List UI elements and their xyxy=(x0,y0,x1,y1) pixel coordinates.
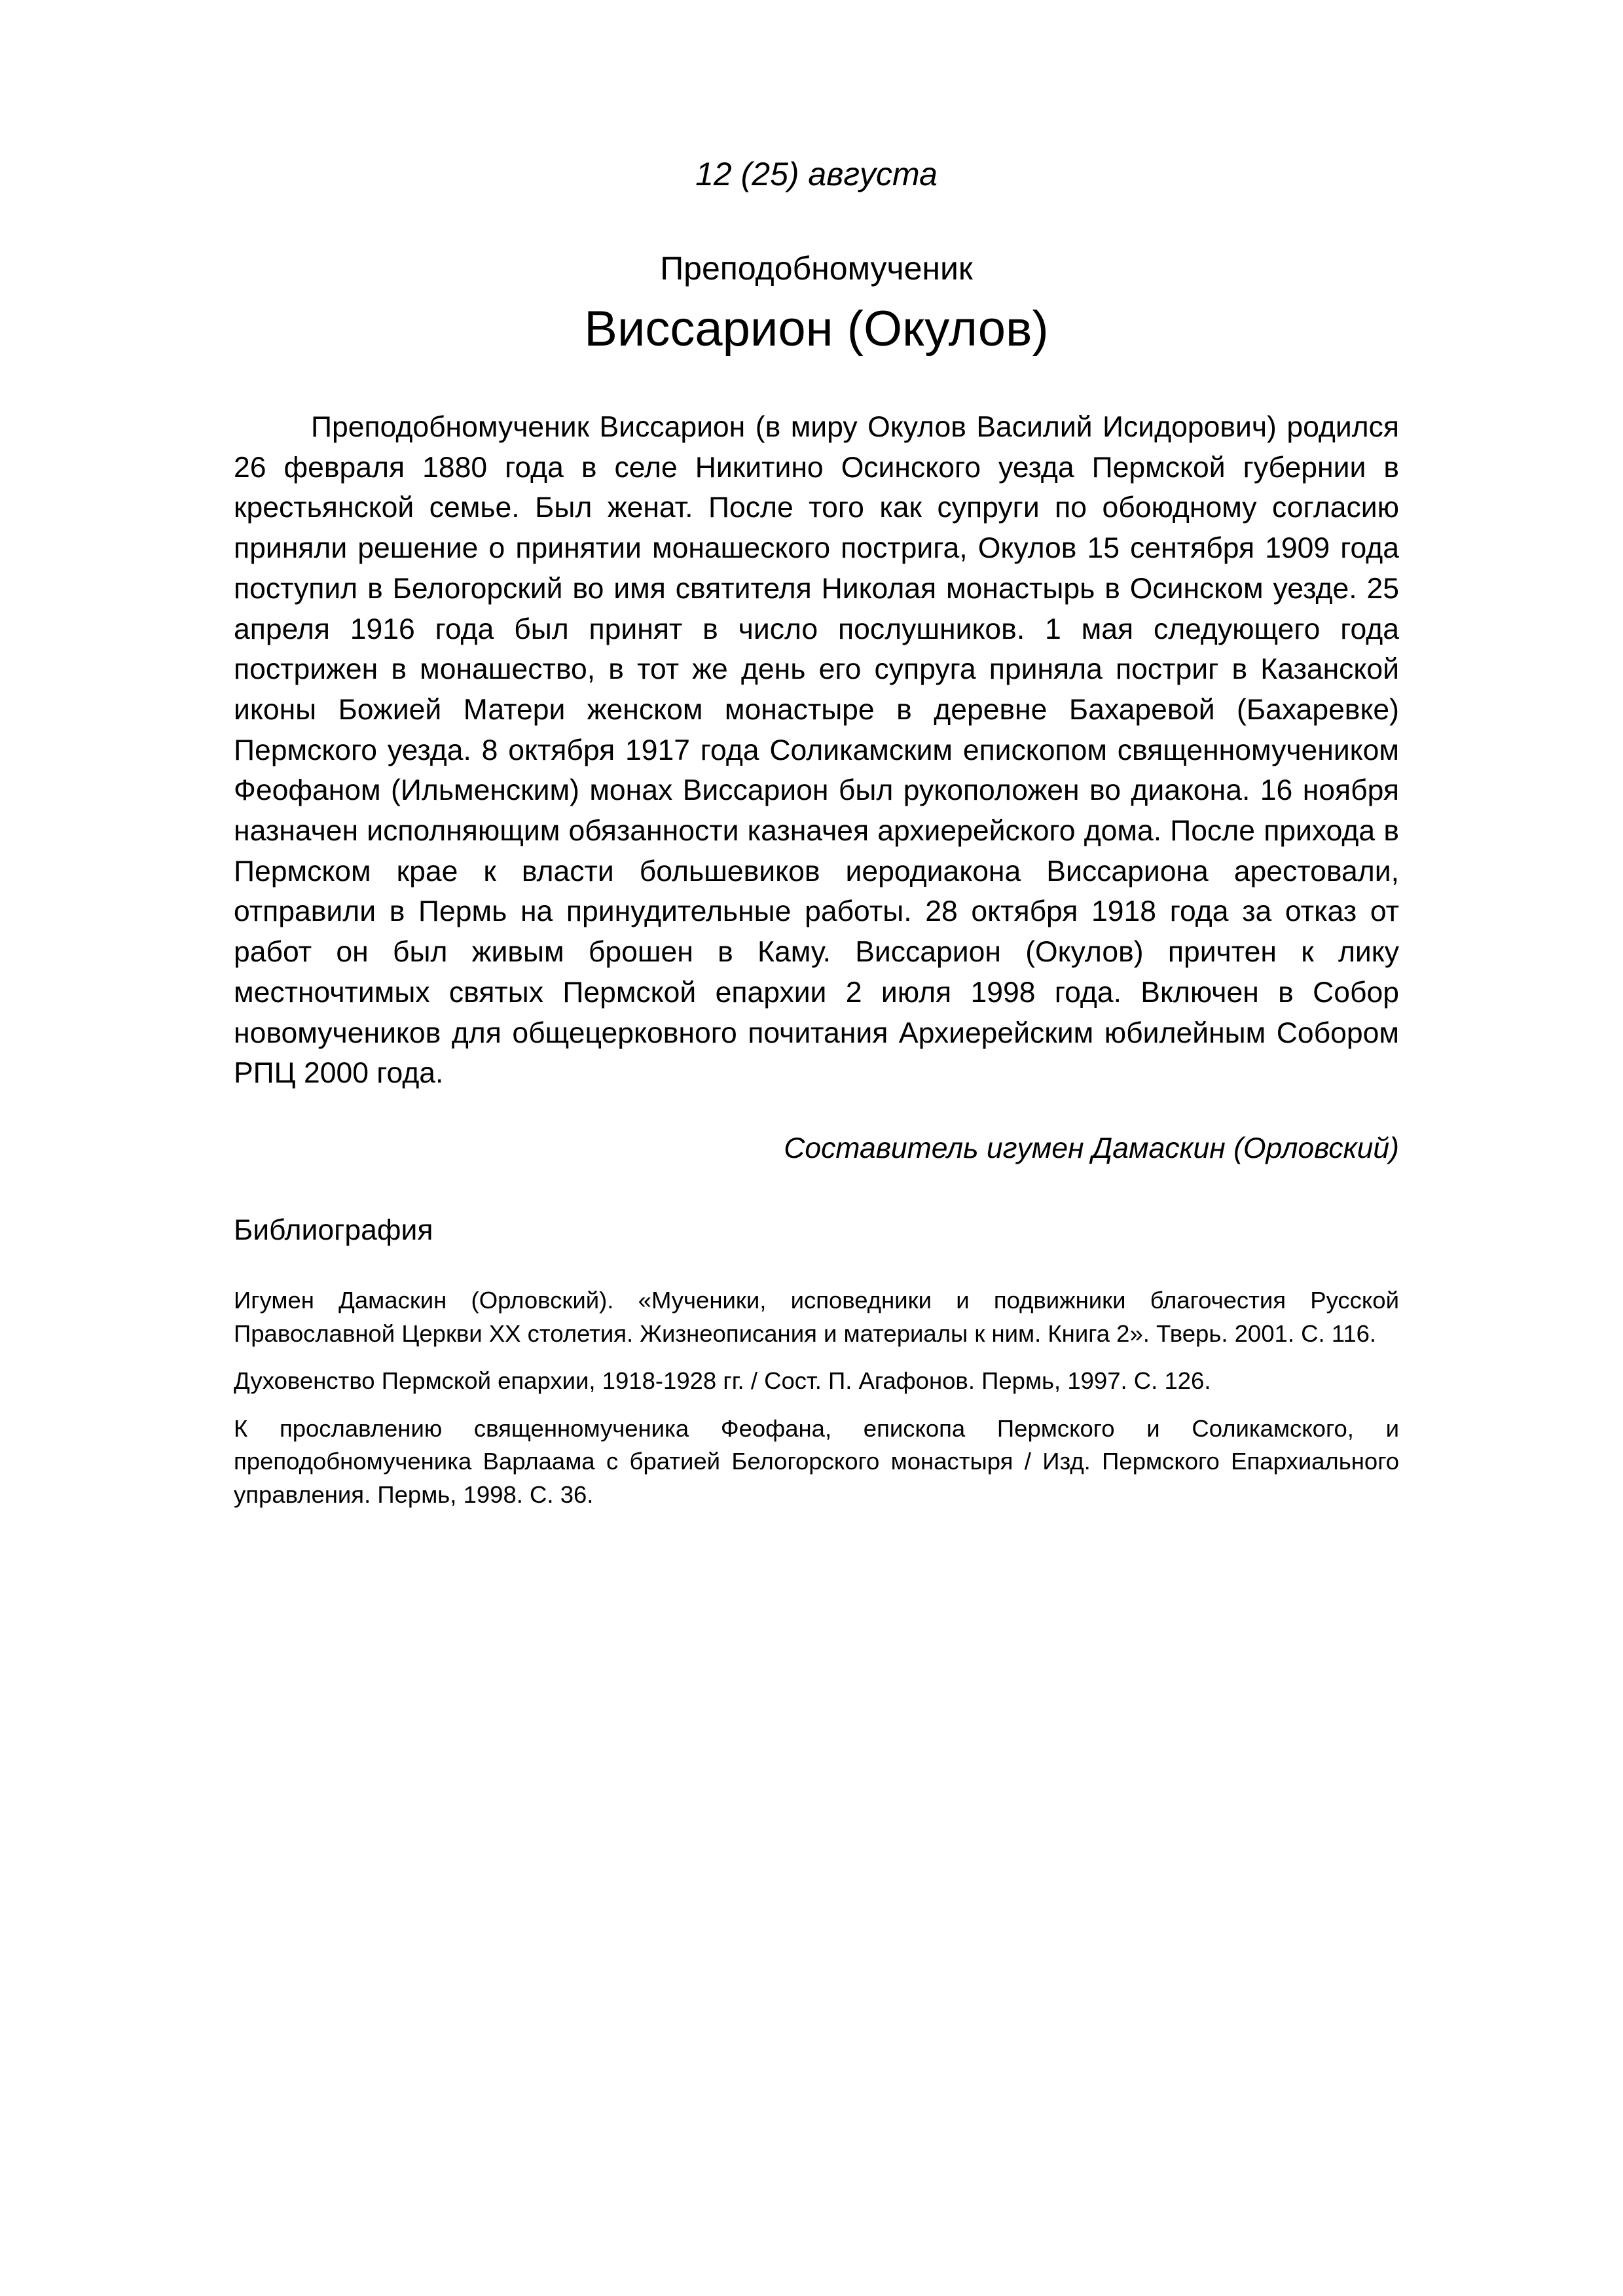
bibliography-item: Игумен Дамаскин (Орловский). «Мученики, исповедники и подвижники благочестия Русской Православной Церкви XX столетия. Жизнеописания и материалы к ним. Книга 2». Тверь. 2001. С. 116. xyxy=(234,1287,1399,1347)
biography-paragraph: Преподобномученик Виссарион (в миру Окулов Василий Исидорович) родился 26 февраля 1880 года в селе Никитино Осинского уезда Пермской губернии в крестьянской семье. Был женат. После того как супруги по обоюдному согласию приняли решение о принятии монашеского пострига, Окулов 15 сентября 1909 года поступил в Белогорский во имя святителя Николая монастырь в Осинском уезде. 25 апреля 1916 года был принят в число послушников. 1 мая следующего года пострижен в монашество, в тот же день его супруга приняла постриг в Казанской иконы Божией Матери женском монастыре в деревне Бахаревой (Бахаревке) Пермского уезда. 8 октября 1917 года Соликамским епископом священномучеником Феофаном (Ильменским) монах Виссарион был рукоположен во диакона. 16 ноября назначен исполняющим обязанности казначея архиерейского дома. После прихода в Пермском крае к власти большевиков иеродиакона Виссариона арестовали, отправили в Пермь на принудительные работы. 28 октября 1918 года за отказ от работ он был живым брошен в Каму. Виссарион (Окулов) причтен к лику местночтимых святых Пермской епархии 2 июля 1998 года. Включен в Собор новомучеников для общецерковного почитания Архиерейским юбилейным Собором РПЦ 2000 года. xyxy=(234,411,1399,1090)
saint-rank: Преподобномученик xyxy=(660,250,973,287)
bibliography-list xyxy=(234,1284,1399,1526)
page-title: Виссарион (Окулов) xyxy=(584,301,1049,357)
bibliography-item: К прославлению священномученика Феофана, епископа Пермского и Соликамского, и преподобномученика Варлаама с братией Белогорского монастыря / Изд. Пермского Епархиального управления. Пермь, 1998. С. 36. xyxy=(234,1414,1399,1508)
bibliography-heading: Библиография xyxy=(234,1214,433,1246)
author-credit: Составитель игумен Дамаскин (Орловский) xyxy=(784,1132,1399,1164)
feast-date: 12 (25) августа xyxy=(695,156,938,192)
bibliography-item: Духовенство Пермской епархии, 1918-1928 гг. / Сост. П. Агафонов. Пермь, 1997. С. 126. xyxy=(234,1367,1211,1394)
